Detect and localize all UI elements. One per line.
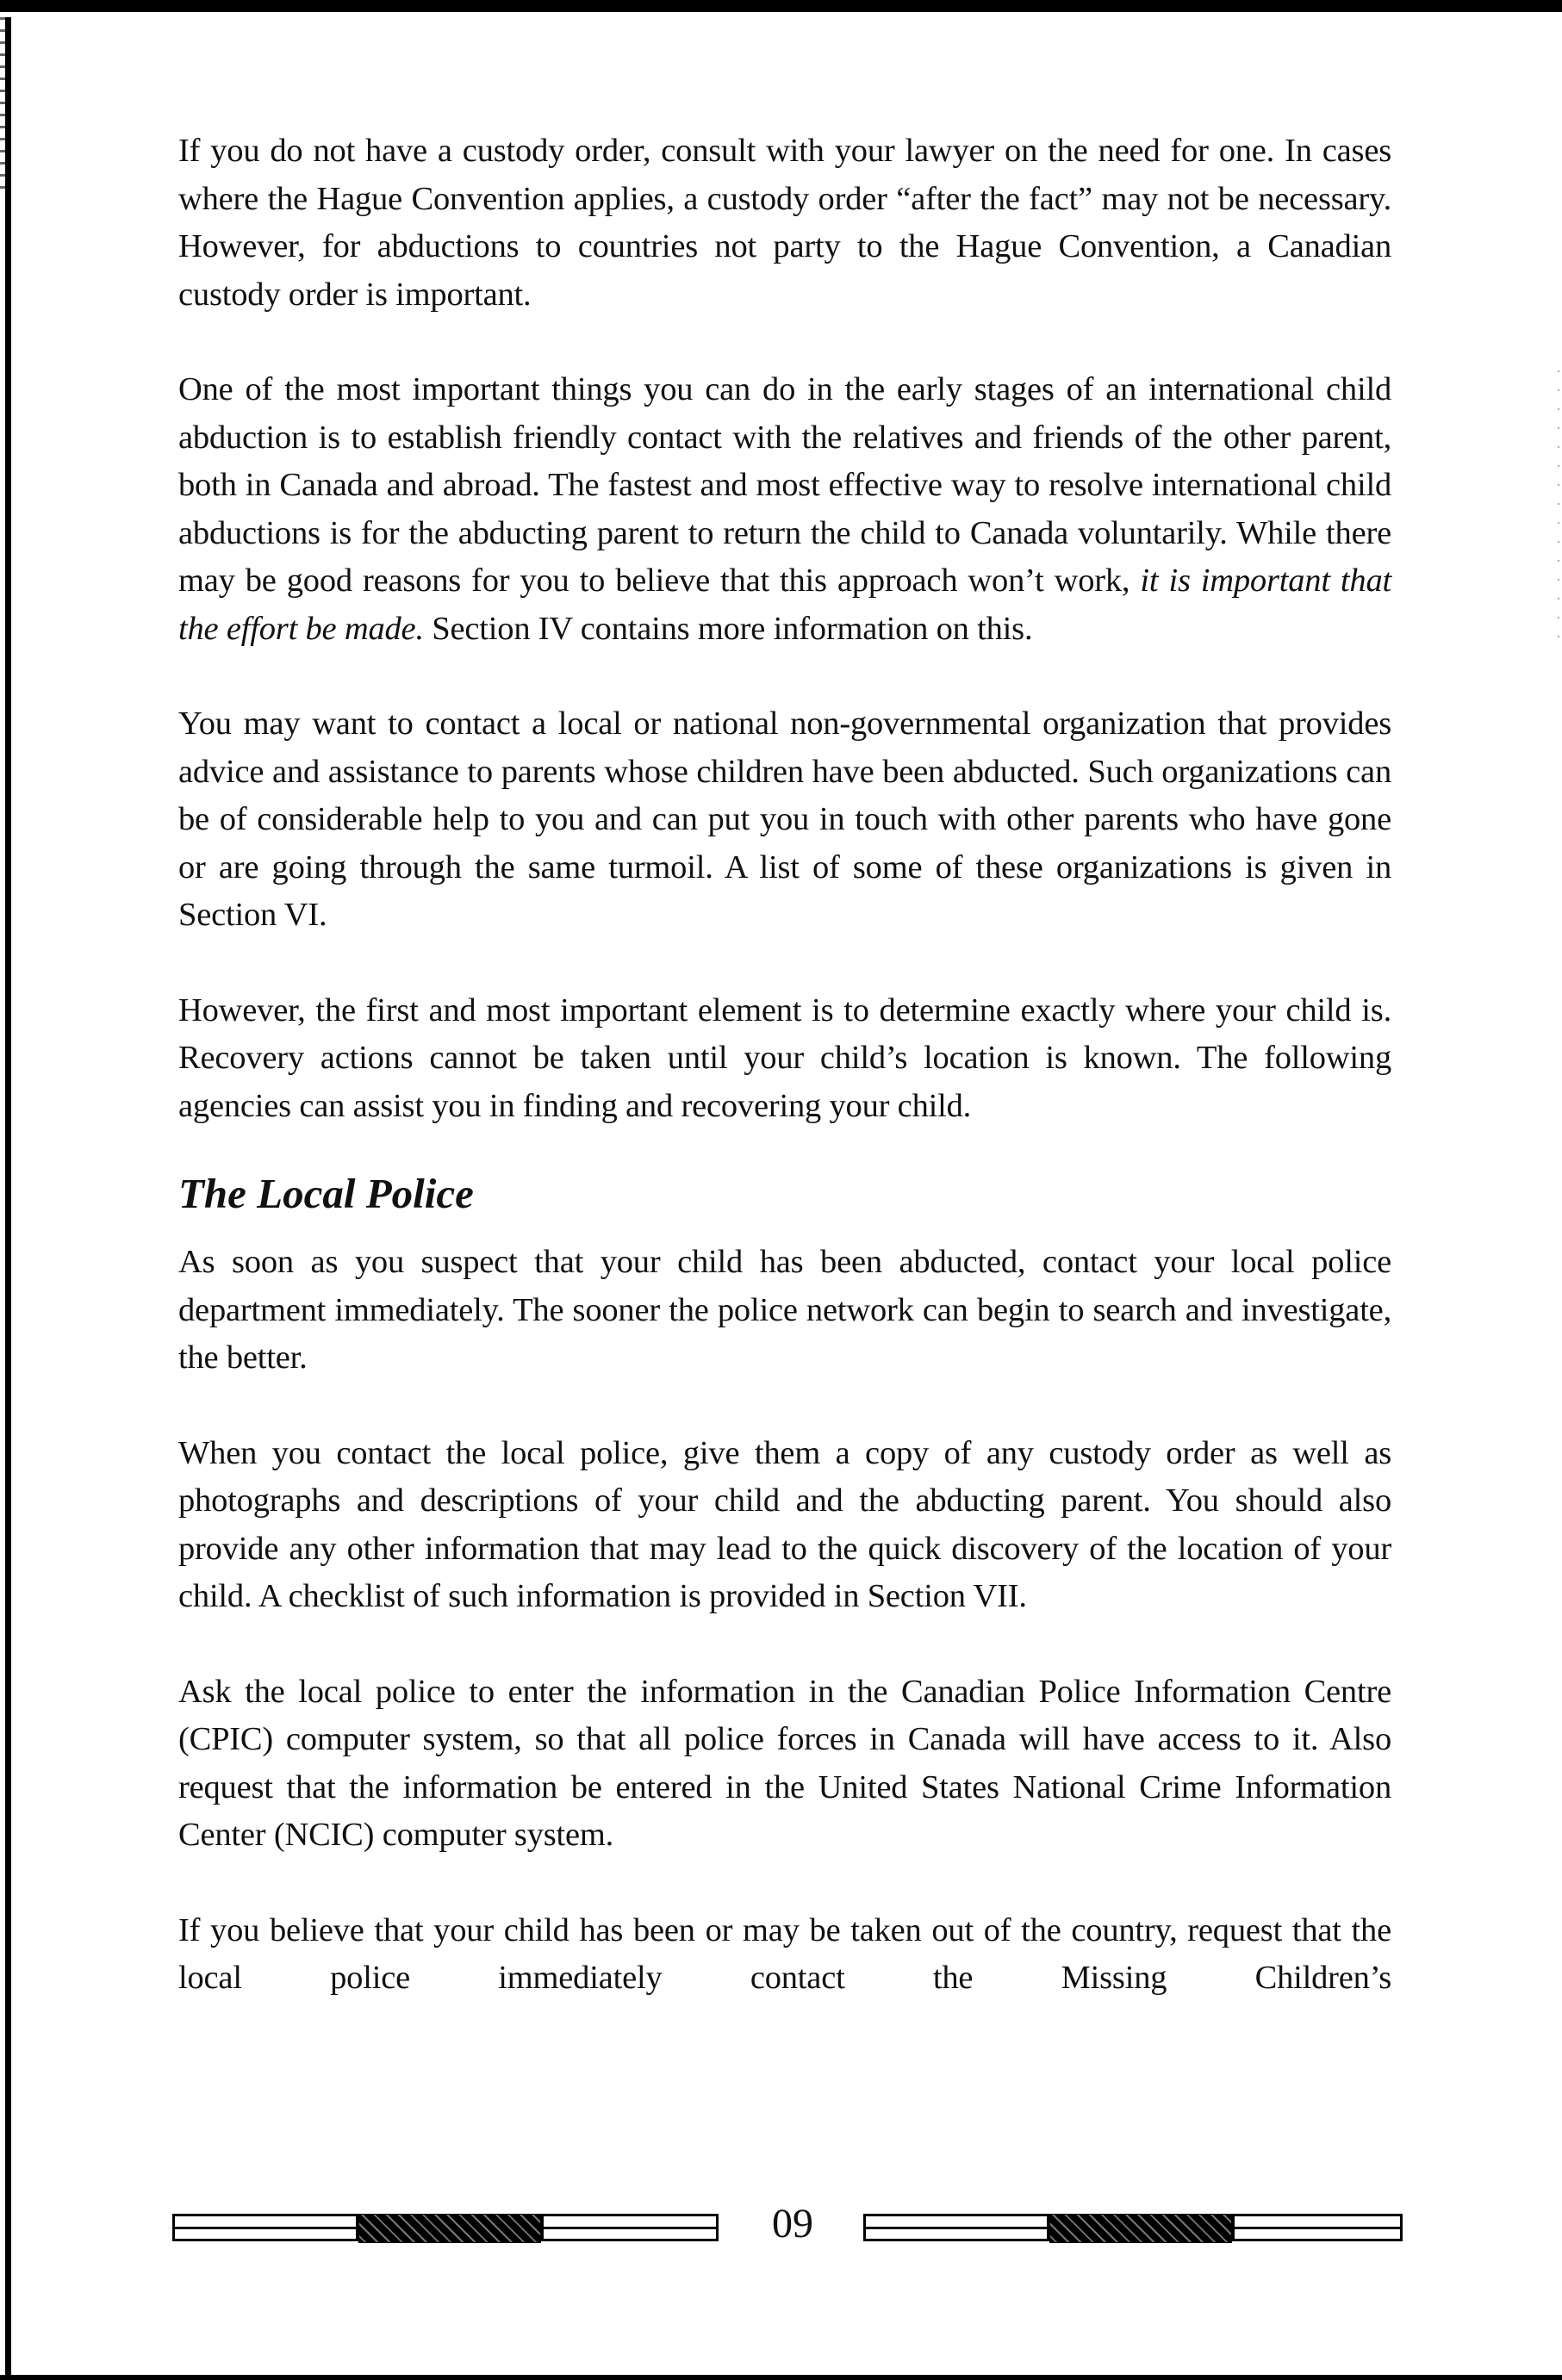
paragraph-out-of-country: If you believe that your child has been or may be taken out of the country, request that the local police immediately contact the Missing Children’s: [178, 1911, 1391, 1996]
paragraph-ngo-contact: You may want to contact a local or national non-governmental organization that provides advice and assistance to parents whose children have been abducted. Such organizations can be of considerable help to you and can put you in touch with other parents who have gone or are going through the same turmoil. A list of some of these organizations is given in Section VI.: [178, 705, 1391, 933]
emphasis-text: it is important that the effort be made.: [178, 562, 1391, 647]
document-page: [178, 127, 1391, 2050]
paragraph-cpic-ncic: Ask the local police to enter the information in the Canadian Police Information Centre (CPIC) computer system, so that all police forces in Canada will have access to it. Also request that the information be entered in the United States National Crime Information Center (NCIC) computer system.: [178, 1673, 1391, 1853]
ornament-block: [358, 2214, 541, 2243]
double-rule-ornament-icon: [172, 2214, 719, 2240]
ornament-rail: [863, 2214, 1049, 2241]
paragraph-text: Section IV contains more information on this.: [423, 610, 1033, 647]
paragraph-custody-order: If you do not have a custody order, consult with your lawyer on the need for one. In cases where the Hague Convention applies, a custody order “after the fact” may not be necessary. However, for abductions to countries not party to the Hague Convention, a Canadian custody order is important.: [178, 133, 1391, 313]
ornament-rail: [1232, 2214, 1403, 2241]
ornament-rail: [172, 2214, 358, 2241]
scan-edge-left: [5, 17, 11, 2380]
scan-edge-right-speckle: [1558, 370, 1559, 655]
paragraph-friendly-contact: [178, 366, 1391, 653]
scan-edge-top: [0, 0, 1562, 12]
page-footer: [172, 2201, 1396, 2246]
double-rule-ornament-icon: [863, 2214, 1403, 2240]
ornament-rail: [541, 2214, 719, 2241]
paragraph-child-location: However, the first and most important element is to determine exactly where your child is. Recovery actions cannot be taken until your child’s location is known. The following agencies can assist you in finding and recovering your child.: [178, 991, 1391, 1124]
scan-edge-bottom: [0, 2375, 1562, 2380]
section-heading: The Local Police: [178, 1170, 474, 1217]
paragraph-text: One of the most important things you can do in the early stages of an international child abduction is to establish friendly contact with the relatives and friends of the other parent, both in Canada and abroad. The fastest and most effective way to resolve international child abductions is for the abducting parent to return the child to Canada voluntarily. While there may be good reasons for you to believe that this approach won’t work,: [178, 371, 1391, 599]
ornament-block: [1049, 2214, 1232, 2243]
paragraph-custody-copy: When you contact the local police, give them a copy of any custody order as well as photographs and descriptions of your child and the abducting parent. You should also provide any other information that may lead to the quick discovery of the location of your child. A checklist of such information is provided in Section VII.: [178, 1434, 1391, 1614]
page-number: 09: [772, 2201, 813, 2246]
paragraph-contact-police: As soon as you suspect that your child has been abducted, contact your local police department immediately. The sooner the police network can begin to search and investigate, the better.: [178, 1244, 1391, 1376]
